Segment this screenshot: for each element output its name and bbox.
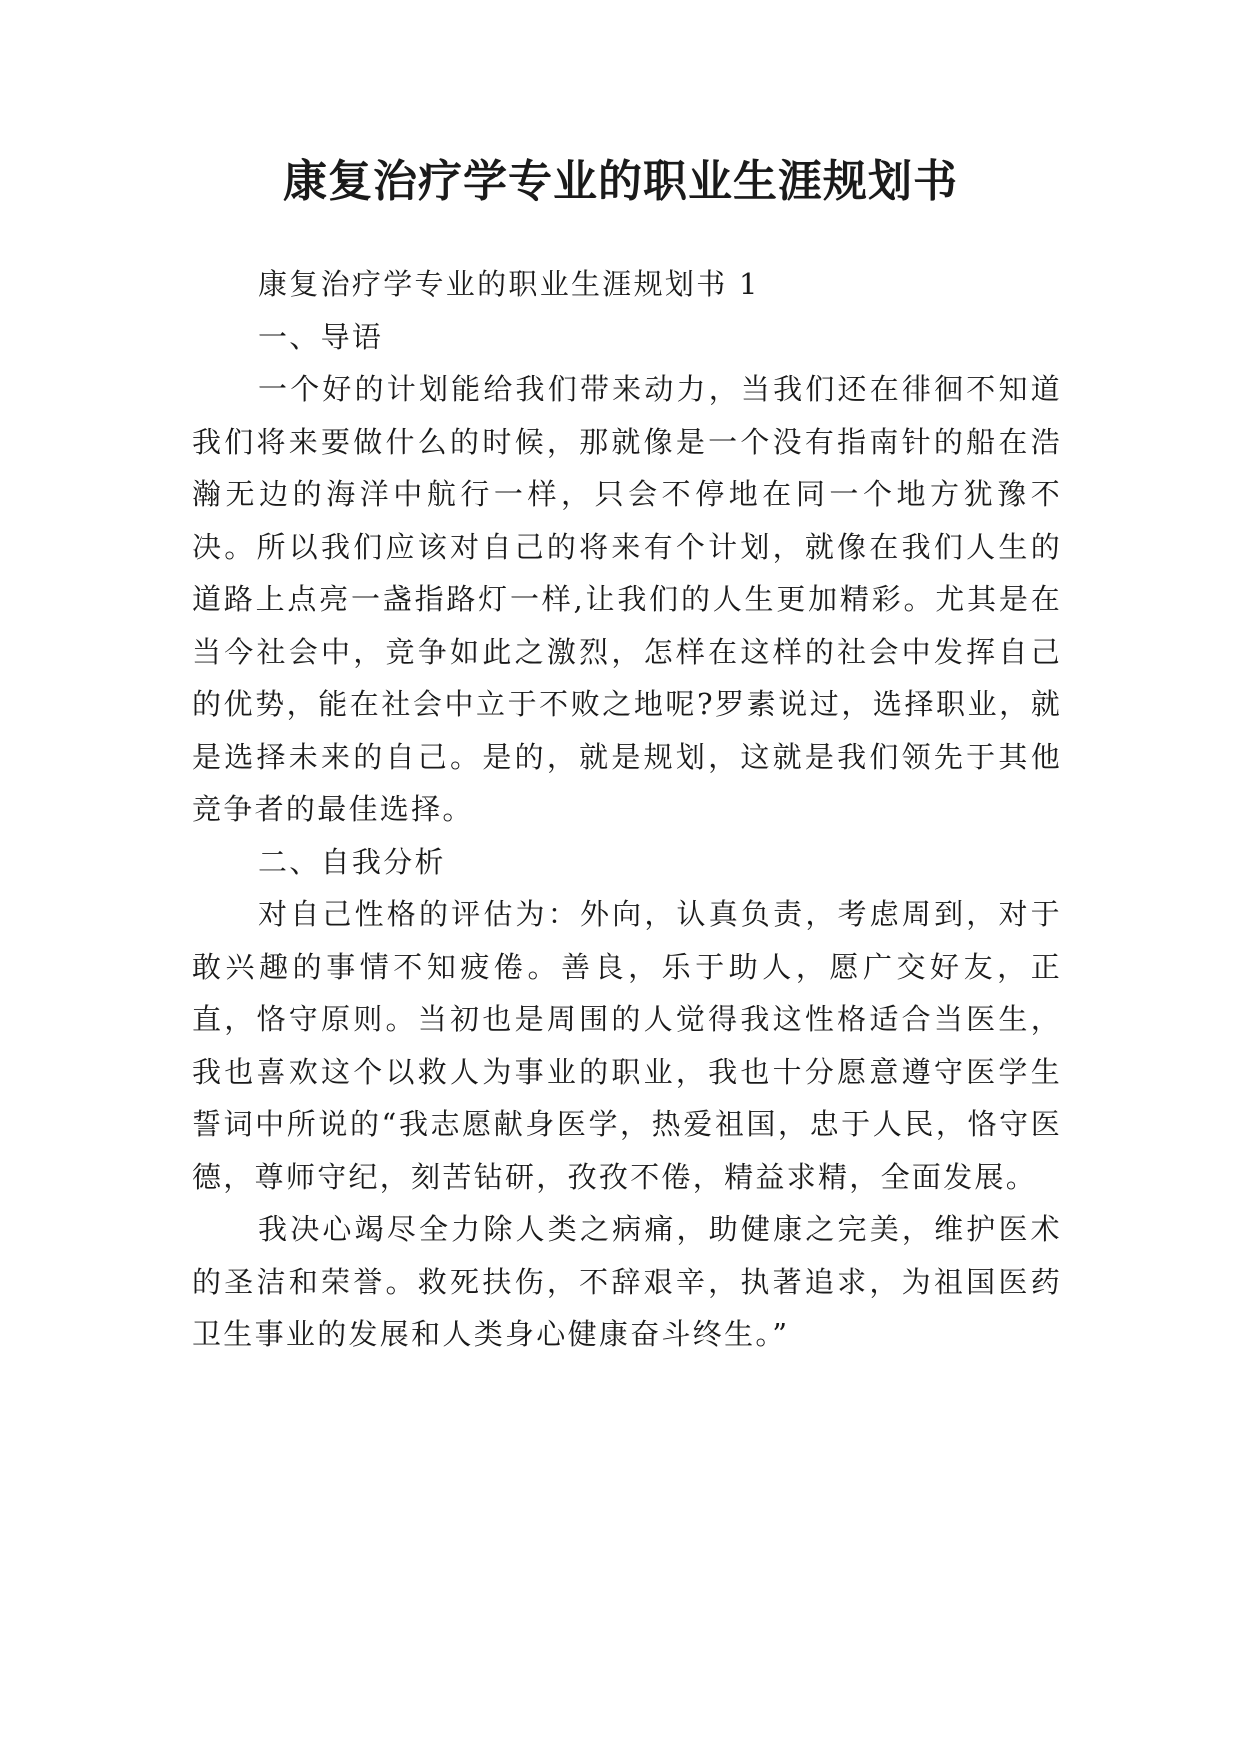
document-title: 康复治疗学专业的职业生涯规划书 — [283, 156, 958, 207]
document-body — [192, 258, 1062, 1361]
paragraph-oath: 我决心竭尽全力除人类之病痛，助健康之完美，维护医术的圣洁和荣誉。救死扶伤，不辞艰辛，执著追求，为祖国医药卫生事业的发展和人类身心健康奋斗终生。” — [192, 1212, 1062, 1351]
section-heading-introduction: 一、导语 — [258, 319, 384, 354]
section-heading-self-analysis: 二、自我分析 — [258, 844, 446, 879]
section-heading-1: 康复治疗学专业的职业生涯规划书 1 — [258, 267, 760, 301]
paragraph-self-analysis: 对自己性格的评估为：外向，认真负责，考虑周到，对于敢兴趣的事情不知疲倦。善良，乐于助人，愿广交好友，正直，恪守原则。当初也是周围的人觉得我这性格适合当医生，我也喜欢这个以救人为事业的职业，我也十分愿意遵守医学生誓词中所说的“我志愿献身医学，热爱祖国，忠于人民，恪守医德，尊师守纪，刻苦钻研，孜孜不倦，精益求精，全面发展。 — [192, 897, 1062, 1194]
paragraph-introduction: 一个好的计划能给我们带来动力，当我们还在徘徊不知道我们将来要做什么的时候，那就像是一个没有指南针的船在浩瀚无边的海洋中航行一样，只会不停地在同一个地方犹豫不决。所以我们应该对自己的将来有个计划，就像在我们人生的道路上点亮一盏指路灯一样,让我们的人生更加精彩。尤其是在当今社会中，竞争如此之激烈，怎样在这样的社会中发挥自己的优势，能在社会中立于不败之地呢?罗素说过，选择职业，就是选择未来的自己。是的，就是规划，这就是我们领先于其他竞争者的最佳选择。 — [192, 372, 1062, 826]
